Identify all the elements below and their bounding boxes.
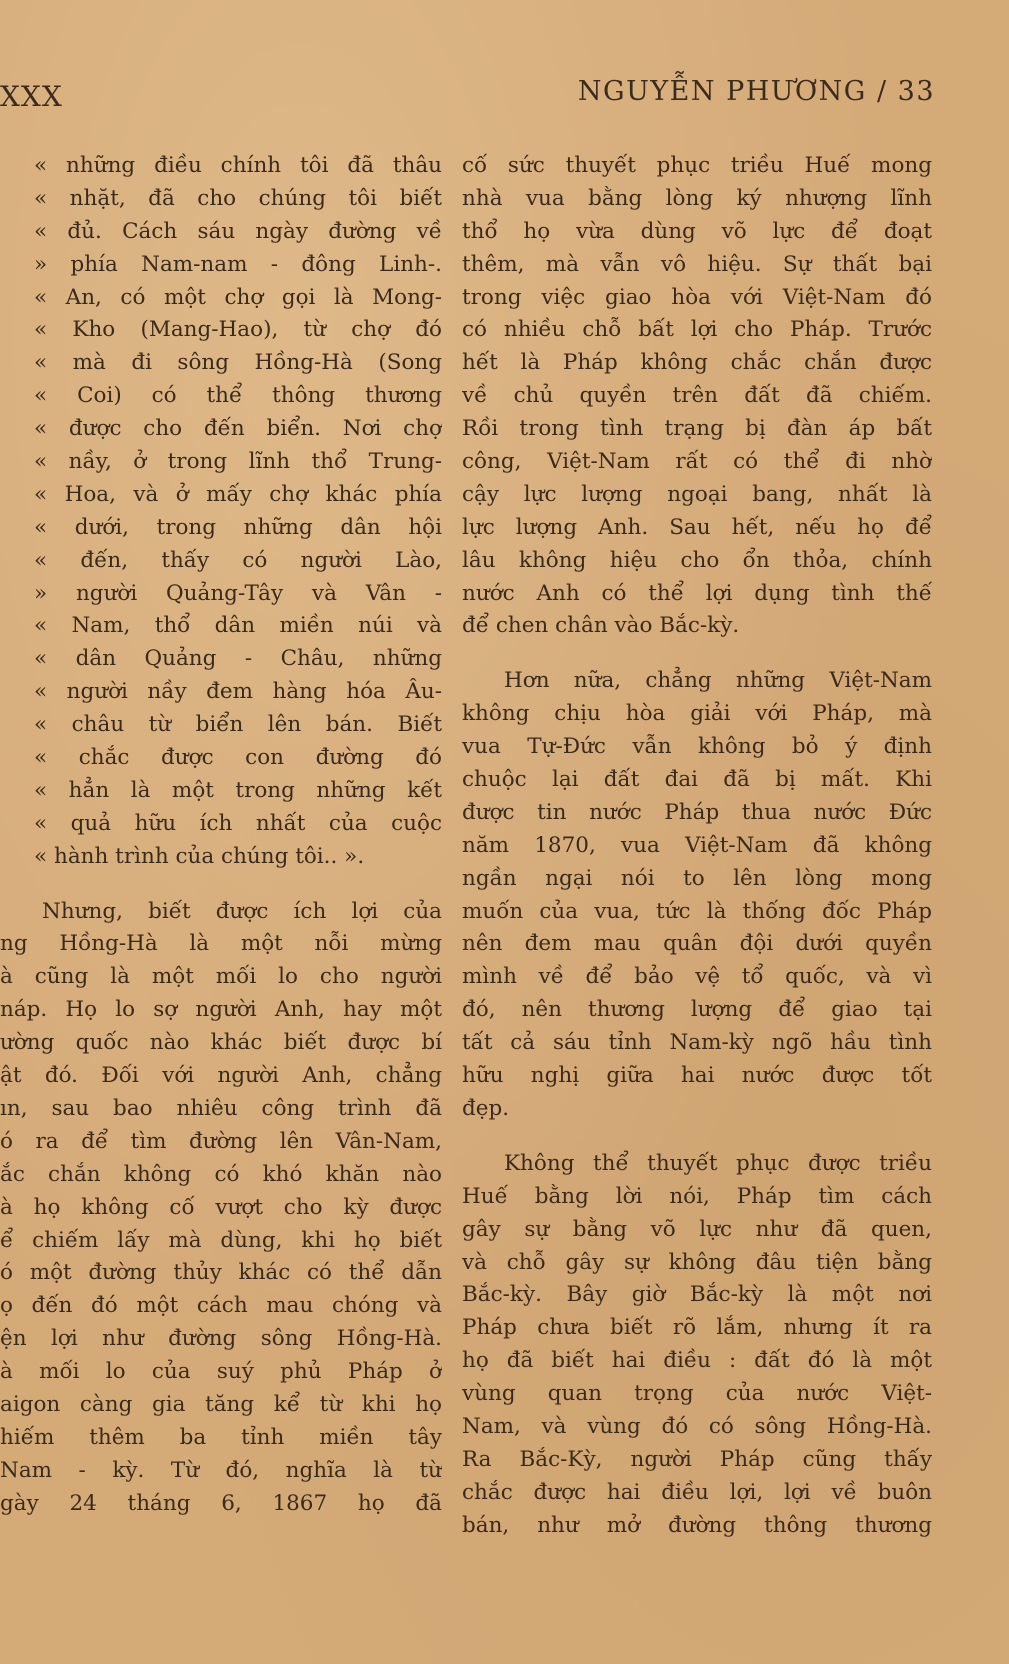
text-line: thổ họ vừa dùng võ lực để đoạt bbox=[462, 218, 932, 244]
running-header-left: XXX bbox=[0, 80, 63, 113]
text-line: Nhưng, biết được ích lợi của bbox=[42, 898, 442, 924]
text-line: nước Anh có thể lợi dụng tình thế bbox=[462, 580, 932, 606]
text-line: Ra Bắc-Kỳ, người Pháp cũng thấy bbox=[462, 1446, 932, 1472]
text-line: Bắc-kỳ. Bây giờ Bắc-kỳ là một nơi bbox=[462, 1282, 932, 1308]
text-line: bán, như mở đường thông thương bbox=[462, 1512, 932, 1538]
text-line: « Hoa, và ở mấy chợ khác phía bbox=[34, 481, 442, 507]
text-line: nhà vua bằng lòng ký nhượng lĩnh bbox=[462, 185, 932, 211]
text-line: nên đem mau quân đội dưới quyền bbox=[462, 931, 932, 957]
text-line: ọ đến đó một cách mau chóng và bbox=[0, 1293, 442, 1319]
text-line: để chen chân vào Bắc-kỳ. bbox=[462, 613, 740, 639]
text-line: họ đã biết hai điều : đất đó là một bbox=[462, 1348, 932, 1374]
running-header-right: NGUYỄN PHƯƠNG / 33 bbox=[577, 76, 935, 107]
text-line: đẹp. bbox=[462, 1095, 510, 1121]
text-line: « Nam, thổ dân miền núi và bbox=[34, 613, 442, 639]
text-line: về chủ quyền trên đất đã chiếm. bbox=[462, 383, 932, 409]
text-line: ngần ngại nói to lên lòng mong bbox=[462, 865, 932, 891]
text-line: ắc chắn không có khó khăn nào bbox=[0, 1161, 442, 1187]
text-line: gây sự bằng võ lực như đã quen, bbox=[462, 1216, 932, 1242]
text-line: cậy lực lượng ngoại bang, nhất là bbox=[462, 481, 932, 507]
text-line: Nam - kỳ. Từ đó, nghĩa là từ bbox=[0, 1457, 442, 1483]
text-line: và chỗ gây sự không đâu tiện bằng bbox=[462, 1249, 932, 1275]
paragraph bbox=[0, 896, 442, 1521]
text-line: ể chiếm lấy mà dùng, khi họ biết bbox=[0, 1227, 442, 1253]
text-line: hiếm thêm ba tỉnh miền tây bbox=[0, 1424, 442, 1450]
text-line: ın, sau bao nhiêu công trình đã bbox=[0, 1095, 442, 1121]
text-line: công, Việt-Nam rất có thể đi nhờ bbox=[462, 449, 932, 475]
paragraph bbox=[462, 150, 932, 643]
text-line: chắc được hai điều lợi, lợi về buôn bbox=[462, 1479, 932, 1505]
text-line: « Coi) có thể thông thương bbox=[34, 383, 442, 409]
text-line: ường quốc nào khác biết được bí bbox=[0, 1030, 442, 1056]
text-line: « Kho (Mang-Hao), từ chợ đó bbox=[34, 317, 442, 343]
text-line: vua Tự-Đức vẫn không bỏ ý định bbox=[462, 734, 932, 760]
text-line: được tin nước Pháp thua nước Đức bbox=[462, 799, 932, 825]
text-line: ện lợi như đường sông Hồng-Hà. bbox=[0, 1326, 442, 1352]
text-line: « nhặt, đã cho chúng tôi biết bbox=[34, 185, 442, 211]
text-line: gày 24 tháng 6, 1867 họ đã bbox=[0, 1490, 442, 1516]
text-line: vùng quan trọng của nước Việt- bbox=[462, 1381, 932, 1407]
text-line: Rồi trong tình trạng bị đàn áp bất bbox=[462, 416, 932, 442]
right-column bbox=[462, 150, 932, 1543]
text-line: « người nầy đem hàng hóa Âu- bbox=[34, 679, 442, 705]
text-line: mình về để bảo vệ tổ quốc, và vì bbox=[462, 964, 932, 990]
text-line: à cũng là một mối lo cho người bbox=[0, 964, 442, 990]
text-line: à mối lo của suý phủ Pháp ở bbox=[0, 1359, 442, 1385]
text-line: cố sức thuyết phục triều Huế mong bbox=[462, 153, 932, 178]
text-line: ó một đường thủy khác có thể dẫn bbox=[0, 1260, 442, 1286]
paragraph bbox=[462, 665, 932, 1125]
text-line: « nầy, ở trong lĩnh thổ Trung- bbox=[34, 449, 442, 475]
text-line: « châu từ biển lên bán. Biết bbox=[34, 712, 442, 738]
text-line: Huế bằng lời nói, Pháp tìm cách bbox=[462, 1183, 932, 1209]
text-line: trong việc giao hòa với Việt-Nam đó bbox=[462, 284, 932, 310]
text-line: « hành trình của chúng tôi.. ». bbox=[34, 843, 365, 869]
quoted-passage bbox=[0, 150, 442, 874]
text-line: « được cho đến biển. Nơi chợ bbox=[34, 416, 442, 442]
text-line: ó ra để tìm đường lên Vân-Nam, bbox=[0, 1128, 442, 1154]
text-line: thêm, mà vẫn vô hiệu. Sự thất bại bbox=[462, 251, 932, 277]
text-line: « mà đi sông Hồng-Hà (Song bbox=[34, 350, 442, 376]
text-line: « chắc được con đường đó bbox=[34, 745, 442, 771]
text-line: có nhiều chỗ bất lợi cho Pháp. Trước bbox=[462, 317, 932, 343]
paragraph bbox=[462, 1148, 932, 1543]
text-line: Pháp chưa biết rõ lắm, nhưng ít ra bbox=[462, 1315, 932, 1341]
text-line: chuộc lại đất đai đã bị mất. Khi bbox=[462, 767, 932, 793]
text-line: năm 1870, vua Việt-Nam đã không bbox=[462, 832, 932, 858]
text-line: ng Hồng-Hà là một nỗi mừng bbox=[0, 931, 442, 957]
left-column bbox=[0, 150, 442, 1521]
text-line: « hẳn là một trong những kết bbox=[34, 777, 442, 803]
text-line: « dân Quảng - Châu, những bbox=[34, 646, 442, 672]
text-line: đó, nên thương lượng để giao tại bbox=[462, 997, 932, 1023]
text-line: « quả hữu ích nhất của cuộc bbox=[34, 810, 442, 836]
text-line: « những điều chính tôi đã thâu bbox=[34, 153, 442, 178]
text-line: náp. Họ lo sợ người Anh, hay một bbox=[0, 997, 442, 1023]
text-line: « đủ. Cách sáu ngày đường về bbox=[34, 218, 442, 244]
text-line: « dưới, trong những dân hội bbox=[34, 514, 442, 540]
text-line: aigon càng gia tăng kể từ khi họ bbox=[0, 1391, 442, 1417]
text-line: không chịu hòa giải với Pháp, mà bbox=[462, 701, 932, 727]
text-line: tất cả sáu tỉnh Nam-kỳ ngõ hầu tình bbox=[462, 1030, 932, 1056]
text-line: Không thể thuyết phục được triều bbox=[504, 1150, 932, 1176]
text-line: muốn của vua, tức là thống đốc Pháp bbox=[462, 898, 932, 924]
text-line: « đến, thấy có người Lào, bbox=[34, 547, 442, 573]
text-line: » người Quảng-Tây và Vân - bbox=[34, 580, 442, 606]
text-line: » phía Nam-nam - đông Linh-. bbox=[34, 251, 442, 277]
text-line: « An, có một chợ gọi là Mong- bbox=[34, 284, 442, 310]
text-line: lâu không hiệu cho ổn thỏa, chính bbox=[462, 547, 932, 573]
text-line: hết là Pháp không chắc chắn được bbox=[462, 350, 932, 376]
text-line: Nam, và vùng đó có sông Hồng-Hà. bbox=[462, 1413, 932, 1439]
text-line: lực lượng Anh. Sau hết, nếu họ để bbox=[462, 514, 932, 540]
text-line: ật đó. Đối với người Anh, chẳng bbox=[0, 1063, 442, 1089]
text-line: Hơn nữa, chẳng những Việt-Nam bbox=[504, 668, 932, 694]
text-line: à họ không cố vượt cho kỳ được bbox=[0, 1194, 442, 1220]
text-line: hữu nghị giữa hai nước được tốt bbox=[462, 1063, 932, 1089]
